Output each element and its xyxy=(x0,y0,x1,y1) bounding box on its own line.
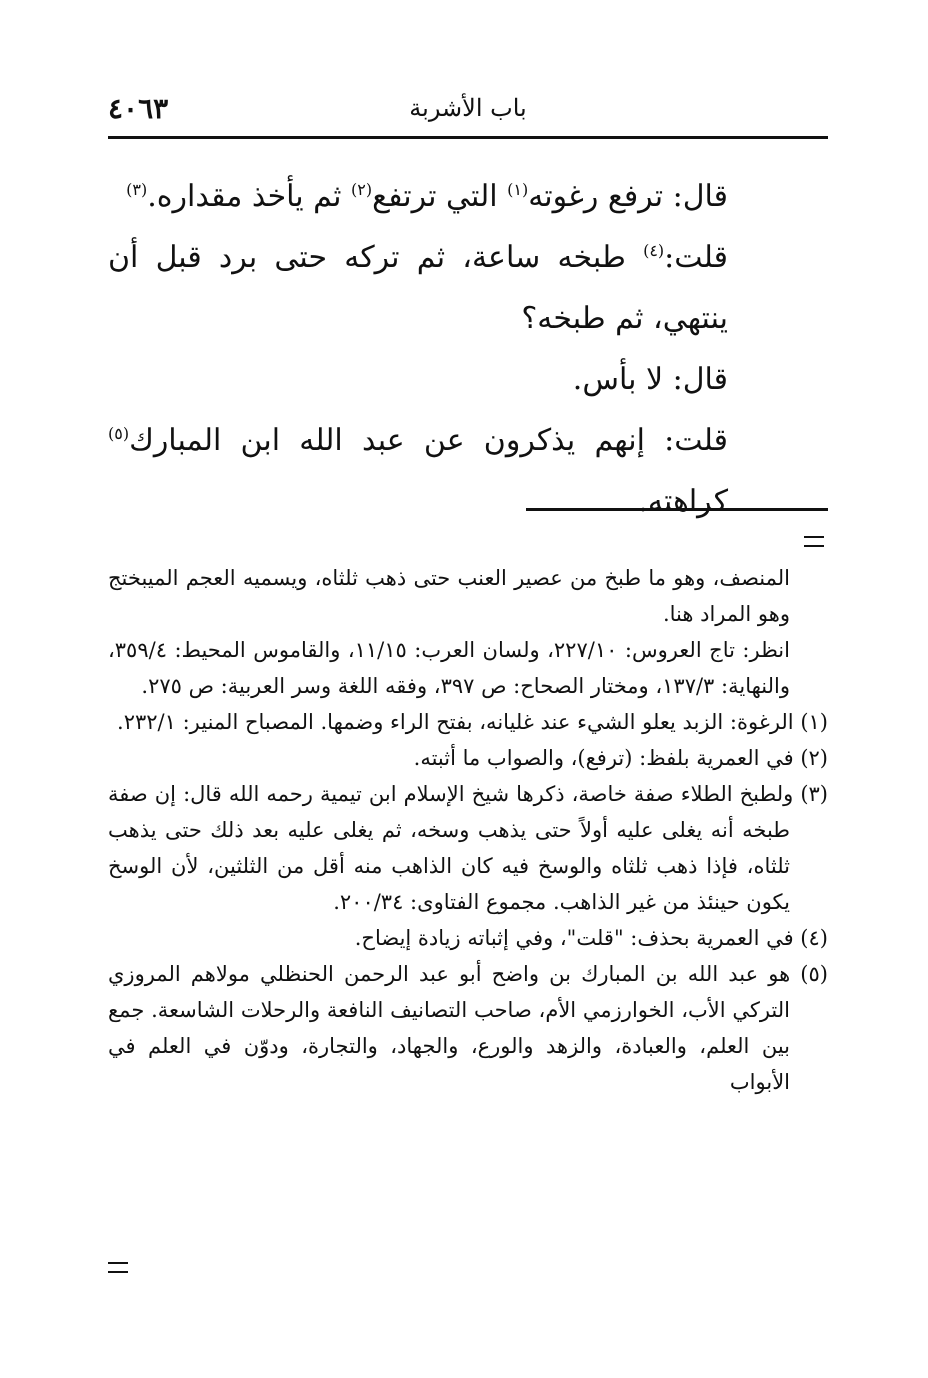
main-line xyxy=(108,166,728,227)
line-text: طبخه ساعة، ثم تركه حتى برد قبل أن ينتهي، ثم طبخه؟ xyxy=(108,240,728,336)
footnote-3: (٣) ولطبخ الطلاء صفة خاصة، ذكرها شيخ الإسلام ابن تيمية رحمه الله قال: إن صفة طبخه أنه يغلى عليه أولاً حتى يذهب وسخه، ثم يغلى عليه بعد ذلك حتى يذهب ثلثاه، فإذا ذهب ثلثاه والوسخ فيه كان الذاهب منه أقل من الثلثين، لأن الوسخ يكون حينئذ من غير الذاهب. مجموع الفتاوى: ٢٠٠/٣٤. xyxy=(108,782,828,914)
main-line xyxy=(108,410,728,532)
line-text: قلت: إنهم يذكرون عن عبد الله ابن المبارك xyxy=(129,423,728,458)
footnote-ref[interactable]: (٥) xyxy=(108,424,130,443)
footnote-ref[interactable]: (٣) xyxy=(126,180,148,199)
line-text: كراهته. xyxy=(638,484,728,519)
main-line xyxy=(108,349,728,410)
footnote-4: (٤) في العمرية بحذف: "قلت"، وفي إثباته زيادة إيضاح. xyxy=(354,926,828,950)
line-text: قال: ترفع رغوته xyxy=(528,179,728,214)
continuation-mark xyxy=(108,1262,128,1273)
line-text: قال: لا بأس. xyxy=(572,362,728,397)
footnote-ref[interactable]: (١) xyxy=(507,180,529,199)
footnotes xyxy=(108,560,828,1100)
footnote-2: (٢) في العمرية بلفظ: (ترفع)، والصواب ما أثبته. xyxy=(413,746,828,770)
page-number: ٤٠٦٣ xyxy=(108,92,169,125)
footnote-separator xyxy=(526,508,828,511)
main-line xyxy=(108,227,728,349)
continuation-mark xyxy=(804,536,824,547)
footnote-ref[interactable]: (٤) xyxy=(643,241,665,260)
footnote-continuation: المنصف، وهو ما طبخ من عصير العنب حتى ذهب ثلثاه، ويسميه العجم الميبختج وهو المراد هنا. xyxy=(108,566,790,626)
header-rule xyxy=(108,136,828,139)
chapter-title: باب الأشربة xyxy=(409,94,527,122)
main-text xyxy=(108,166,728,532)
footnote-ref[interactable]: (٢) xyxy=(351,180,373,199)
footnote-continuation: انظر: تاج العروس: ٢٢٧/١٠، ولسان العرب: ١١/١٥، والقاموس المحيط: ٣٥٩/٤، والنهاية: ١٣٧/٣، ومختار الصحاح: ص ٣٩٧، وفقه اللغة وسر العربية: ص ٢٧٥. xyxy=(108,638,790,698)
line-text: التي ترتفع xyxy=(372,179,508,214)
line-text: قلت: xyxy=(664,240,728,275)
footnote-1: (١) الرغوة: الزبد يعلو الشيء عند غليانه، بفتح الراء وضمها. المصباح المنير: ٢٣٢/١. xyxy=(117,710,828,734)
page-header xyxy=(108,90,828,136)
line-text: ثم يأخذ مقداره. xyxy=(147,179,352,214)
footnote-5: (٥) هو عبد الله بن المبارك بن واضح أبو عبد الرحمن الحنظلي مولاهم المروزي التركي الأب، الخوارزمي الأم، صاحب التصانيف النافعة والرحلات الشاسعة. جمع بين العلم، والعبادة، والزهد والورع، والجهاد، والتجارة، ودوّن في العلم في الأبواب xyxy=(108,962,828,1094)
